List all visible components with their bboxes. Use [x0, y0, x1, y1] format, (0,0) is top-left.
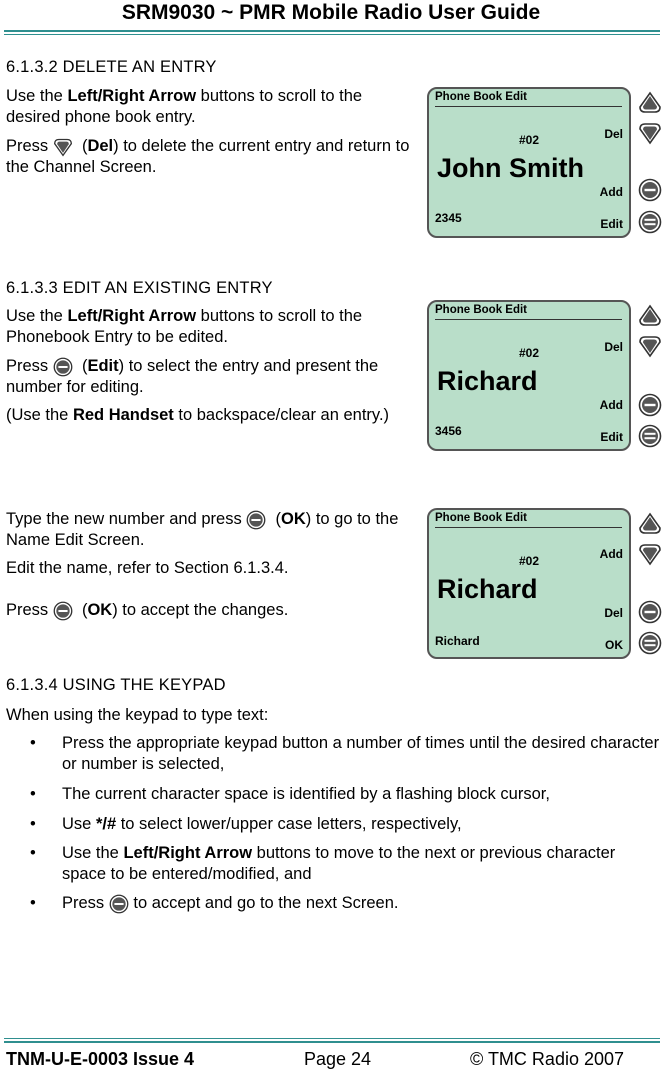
list-item: • Press the appropriate keypad button a number of times until the desired character or number is selected, [30, 734, 660, 773]
softkey-del: Del [604, 606, 623, 620]
phone-book-screen-richard-edit [427, 300, 631, 451]
footer-copyright: © TMC Radio 2007 [470, 1049, 625, 1069]
entry-number-tag: #02 [519, 346, 540, 360]
menu-button-icon [638, 210, 662, 234]
screen-title-underline [435, 106, 622, 107]
phone-book-screen-richard-name [427, 508, 631, 659]
edit-paragraph-3: (Use the Red Handset to backspace/clear an entry.) [6, 406, 390, 424]
softkey-ok: OK [605, 638, 623, 652]
phone-book-screen-john [427, 87, 631, 238]
list-item: • Use the Left/Right Arrow buttons to move to the next or previous character space to be entered/modified, and [30, 844, 616, 883]
down-arrow-button-icon [638, 121, 662, 145]
minus-button-icon [246, 510, 266, 530]
edit-paragraph-2: Press (Edit) to select the entry and present the number for editing. [6, 357, 379, 396]
footer-page-number: Page 24 [304, 1049, 372, 1069]
keypad-intro: When using the keypad to type text: [6, 706, 269, 724]
softkey-add: Add [599, 398, 623, 412]
minus-button-icon [53, 357, 73, 377]
screen-title: Phone Book Edit [435, 91, 527, 103]
type-paragraph-1: Type the new number and press (OK) to go to the Name Edit Screen. [6, 510, 399, 549]
entry-number-tag: #02 [519, 133, 540, 147]
footer-rule-thin [4, 1038, 660, 1039]
softkey-add: Add [599, 547, 623, 561]
minus-button-icon [638, 393, 662, 417]
up-arrow-button-icon [638, 91, 662, 115]
softkey-add: Add [599, 185, 623, 199]
delete-paragraph-1: Use the Left/Right Arrow buttons to scroll to the desired phone book entry. [6, 87, 363, 126]
minus-button-icon [53, 601, 73, 621]
footer-doc-id: TNM-U-E-0003 Issue 4 [6, 1049, 195, 1069]
down-arrow-button-icon [638, 334, 662, 358]
menu-button-icon [638, 631, 662, 655]
delete-paragraph-2: Press (Del) to delete the current entry and return to the Channel Screen. [6, 137, 410, 176]
up-arrow-button-icon [638, 512, 662, 536]
minus-button-icon [638, 178, 662, 202]
down-arrow-button-icon [53, 137, 73, 157]
header-rule-thin [4, 34, 660, 35]
section-heading-edit: 6.1.3.3 EDIT AN EXISTING ENTRY [6, 279, 273, 297]
header-rule [4, 30, 660, 32]
screen-title: Phone Book Edit [435, 304, 527, 316]
down-arrow-button-icon [638, 542, 662, 566]
list-item: • The current character space is identified by a flashing block cursor, [30, 785, 550, 803]
minus-button-icon [638, 600, 662, 624]
footer-rule [4, 1041, 660, 1043]
type-paragraph-3: Press (OK) to accept the changes. [6, 601, 289, 619]
list-item: • Use */# to select lower/upper case letters, respectively, [30, 815, 462, 833]
section-heading-delete: 6.1.3.2 DELETE AN ENTRY [6, 58, 217, 76]
document-title: SRM9030 ~ PMR Mobile Radio User Guide [121, 1, 541, 24]
screen-title: Phone Book Edit [435, 512, 527, 524]
up-arrow-button-icon [638, 304, 662, 328]
softkey-del: Del [604, 340, 623, 354]
type-paragraph-2: Edit the name, refer to Section 6.1.3.4. [6, 559, 289, 577]
menu-button-icon [638, 424, 662, 448]
minus-button-icon [109, 894, 129, 914]
entry-name-edit: Richard [435, 634, 480, 648]
softkey-edit: Edit [600, 430, 623, 444]
screen-title-underline [435, 527, 622, 528]
entry-number-tag: #02 [519, 554, 540, 568]
softkey-edit: Edit [600, 217, 623, 231]
softkey-del: Del [604, 127, 623, 141]
entry-phone-number: 2345 [435, 211, 462, 225]
screen-title-underline [435, 319, 622, 320]
entry-phone-number: 3456 [435, 424, 462, 438]
entry-name: John Smith [437, 153, 584, 183]
list-item: • Press to accept and go to the next Screen. [30, 894, 399, 912]
entry-name: Richard [437, 366, 538, 396]
edit-paragraph-1: Use the Left/Right Arrow buttons to scroll to the Phonebook Entry to be edited. [6, 307, 363, 346]
section-heading-keypad: 6.1.3.4 USING THE KEYPAD [6, 676, 226, 694]
entry-name: Richard [437, 574, 538, 604]
